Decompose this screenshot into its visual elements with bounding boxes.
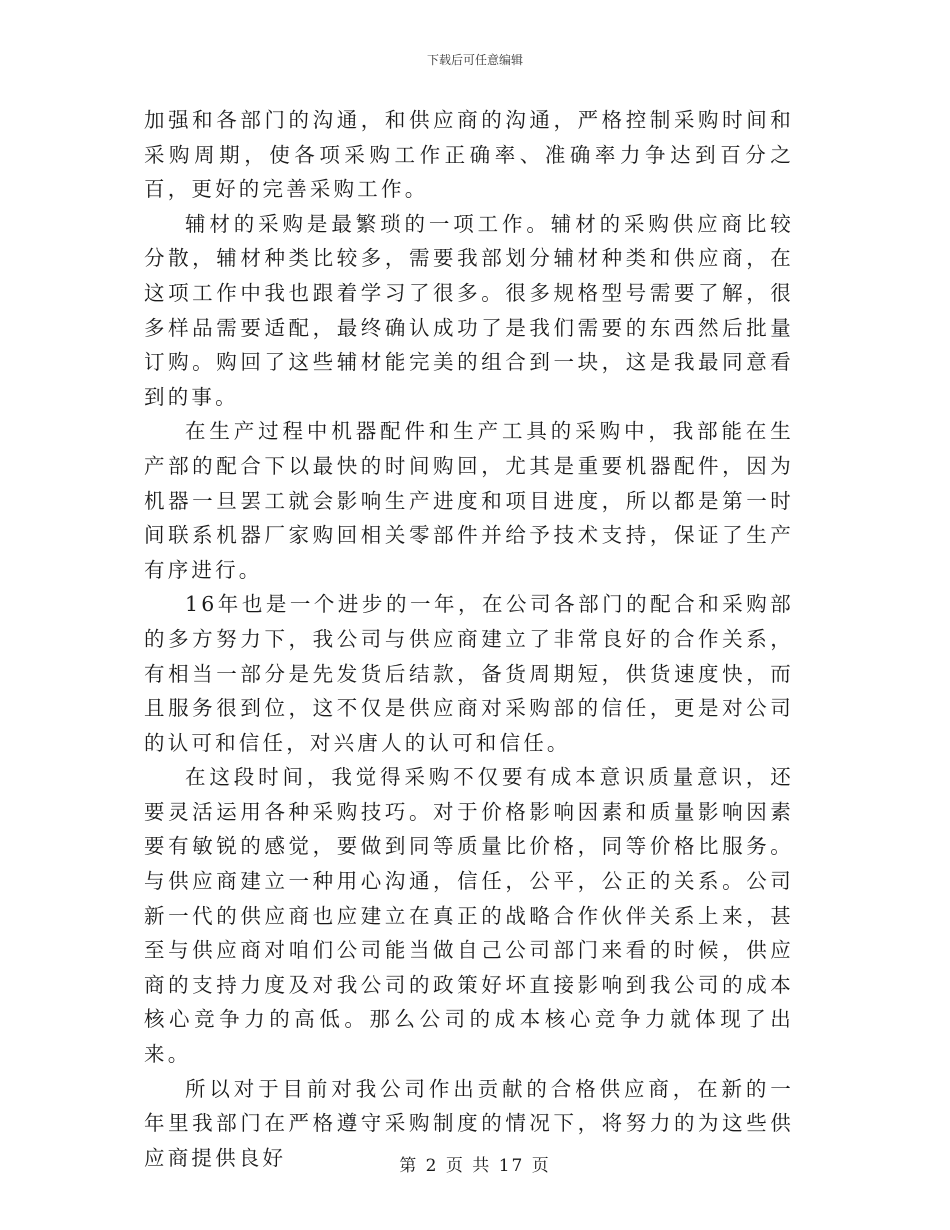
page-header: 下载后可任意编辑 (426, 53, 523, 67)
paragraph-procurement-skills: 在这段时间，我觉得采购不仅要有成本意识质量意识，还要灵活运用各种采购技巧。对于价格影响因素和质量影响因素要有敏锐的感觉，要做到同等质量比价格，同等价格比服务。与供应商建立一种用心沟通，信任，公平，公正的关系。公司新一代的供应商也应建立在真正的战略合作伙伴关系上来，甚至与供应商对咱们公司能当做自己公司部门来看的时候，供应商的支持力度及对我公司的政策好坏直接影响到我公司的成本核心竞争力的高低。那么公司的成本核心竞争力就体现了出来。 (144, 765, 794, 1067)
paragraph-qualified-suppliers: 所以对于目前对我公司作出贡献的合格供应商，在新的一年里我部门在严格遵守采购制度的情况下，将努力的为这些供应商提供良好 (144, 1076, 794, 1170)
paragraph-machine-parts: 在生产过程中机器配件和生产工具的采购中，我部能在生产部的配合下以最快的时间购回，尤其是重要机器配件，因为机器一旦罢工就会影响生产进度和项目进度，所以都是第一时间联系机器厂家购回相关零部件并给予技术支持，保证了生产有序进行。 (144, 419, 794, 582)
paragraph-auxiliary-materials: 辅材的采购是最繁琐的一项工作。辅材的采购供应商比较分散，辅材种类比较多，需要我部划分辅材种类和供应商，在这项工作中我也跟着学习了很多。很多规格型号需要了解，很多样品需要适配，最终确认成功了是我们需要的东西然后批量订购。购回了这些辅材能完美的组合到一块，这是我最同意看到的事。 (144, 211, 794, 409)
paragraph-continued: 加强和各部门的沟通，和供应商的沟通，严格控制采购时间和采购周期，使各项采购工作正确率、准确率力争达到百分之百，更好的完善采购工作。 (144, 108, 794, 202)
page-number-footer: 第 2 页 共 17 页 (399, 1156, 551, 1176)
paragraph-progress-year: 16年也是一个进步的一年，在公司各部门的配合和采购部的多方努力下，我公司与供应商建立了非常良好的合作关系，有相当一部分是先发货后结款，备货周期短，供货速度快，而且服务很到位，这不仅是供应商对采购部的信任，更是对公司的认可和信任，对兴唐人的认可和信任。 (144, 592, 794, 755)
document-body (144, 103, 794, 1175)
